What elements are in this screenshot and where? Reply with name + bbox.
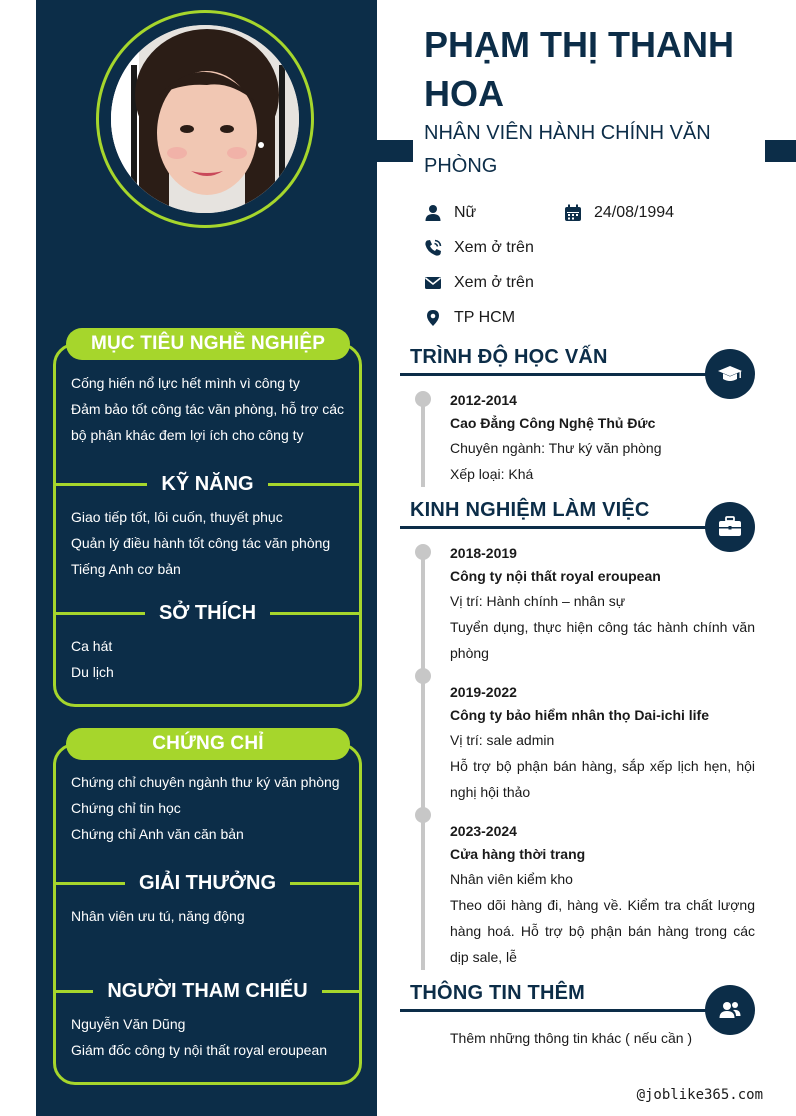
hobbies-title: SỞ THÍCH <box>158 601 257 624</box>
divider <box>53 483 147 486</box>
divider <box>290 882 362 885</box>
location-row <box>424 306 515 330</box>
hobbies-text <box>71 633 353 685</box>
envelope-icon <box>424 274 442 292</box>
users-icon <box>717 997 743 1023</box>
entry-position: Nhân viên kiểm kho <box>450 871 573 887</box>
certificates-text <box>71 769 353 847</box>
entry-description: Tuyển dụng, thực hiện công tác hành chính văn phòng <box>450 619 755 661</box>
skill-item: Giao tiếp tốt, lôi cuốn, thuyết phục <box>71 509 283 525</box>
entry-company: Cửa hàng thời trang <box>450 846 586 862</box>
certificate-item: Chứng chỉ tin học <box>71 800 181 816</box>
references-heading <box>53 979 362 1003</box>
skills-title: KỸ NĂNG <box>161 472 254 495</box>
divider <box>270 612 362 615</box>
phone-value: Xem ở trên <box>454 239 534 256</box>
divider <box>53 612 145 615</box>
experience-entry <box>450 681 755 805</box>
awards-text <box>71 903 353 929</box>
entry-position: Vị trí: Hành chính – nhân sự <box>450 593 626 609</box>
divider <box>53 990 93 993</box>
profile-photo-frame <box>96 10 314 228</box>
entry-years: 2023-2024 <box>450 823 517 839</box>
skills-text <box>71 504 353 582</box>
certificate-item: Chứng chỉ Anh văn căn bản <box>71 826 244 842</box>
awards-title: GIẢI THƯỞNG <box>139 871 276 894</box>
experience-rule <box>400 526 710 529</box>
references-text <box>71 1011 353 1063</box>
skill-item: Quản lý điều hành tốt công tác văn phòng <box>71 535 331 551</box>
hobbies-heading <box>53 601 362 625</box>
objective-text <box>71 370 353 448</box>
accent-bar-right <box>765 140 796 162</box>
objective-line: bộ phận khác đem lợi ích cho công ty <box>71 427 304 443</box>
phone-row <box>424 236 534 260</box>
graduation-cap-icon <box>717 361 743 387</box>
entry-description: Theo dõi hàng đi, hàng về. Kiểm tra chất lượng hàng hoá. Hỗ trợ bộ phận bán hàng trong các dịp sale, lễ <box>450 897 755 965</box>
entry-grade: Xếp loại: Khá <box>450 466 534 482</box>
divider <box>322 990 362 993</box>
experience-entry <box>450 542 755 666</box>
skills-heading <box>53 472 362 496</box>
references-title: NGƯỜI THAM CHIẾU <box>107 979 308 1002</box>
experience-timeline <box>421 552 425 970</box>
education-entry <box>450 389 755 487</box>
gender-row <box>424 201 476 225</box>
entry-school: Cao Đẳng Công Nghệ Thủ Đức <box>450 415 656 431</box>
email-row <box>424 271 534 295</box>
divider <box>53 882 125 885</box>
education-heading: TRÌNH ĐỘ HỌC VẤN <box>410 346 608 368</box>
reference-name: Nguyễn Văn Dũng <box>71 1016 186 1032</box>
objective-line: Đảm bảo tốt công tác văn phòng, hỗ trợ các <box>71 401 345 417</box>
entry-company: Công ty bảo hiểm nhân thọ Dai-ichi life <box>450 707 710 723</box>
education-timeline <box>421 399 425 487</box>
user-icon <box>424 204 442 222</box>
entry-major: Chuyên ngành: Thư ký văn phòng <box>450 440 662 456</box>
job-title: NHÂN VIÊN HÀNH CHÍNH VĂN PHÒNG <box>424 122 711 177</box>
entry-years: 2012-2014 <box>450 392 517 408</box>
extra-heading: THÔNG TIN THÊM <box>410 982 586 1004</box>
extra-rule <box>400 1009 710 1012</box>
extra-text: Thêm những thông tin khác ( nếu cần ) <box>450 1030 693 1046</box>
calendar-icon <box>564 204 582 222</box>
entry-position: Vị trí: sale admin <box>450 732 555 748</box>
experience-heading: KINH NGHIỆM LÀM VIỆC <box>410 499 650 521</box>
location-pin-icon <box>424 309 442 327</box>
birthdate-value: 24/08/1994 <box>594 204 675 221</box>
watermark: @joblike365.com <box>636 1087 763 1103</box>
experience-entry <box>450 820 755 970</box>
phone-icon <box>424 239 442 257</box>
entry-description: Hỗ trợ bộ phận bán hàng, sắp xếp lịch hẹn, hội nghị hội thảo <box>450 758 755 800</box>
timeline-dot <box>415 391 431 407</box>
email-value: Xem ở trên <box>454 274 534 291</box>
objective-line: Cống hiến nổ lực hết mình vì công ty <box>71 375 300 391</box>
candidate-name: PHẠM THỊ THANH HOA <box>424 24 734 114</box>
certificates-heading: CHỨNG CHỈ <box>66 728 350 760</box>
entry-years: 2019-2022 <box>450 684 517 700</box>
hobby-item: Ca hát <box>71 638 113 654</box>
entry-company: Công ty nội thất royal eroupean <box>450 568 661 584</box>
briefcase-icon <box>717 514 743 540</box>
award-item: Nhân viên ưu tú, năng động <box>71 908 245 924</box>
certificate-item: Chứng chỉ chuyên ngành thư ký văn phòng <box>71 774 340 790</box>
skill-item: Tiếng Anh cơ bản <box>71 561 181 577</box>
timeline-dot <box>415 544 431 560</box>
education-rule <box>400 373 710 376</box>
timeline-dot <box>415 807 431 823</box>
accent-bar-left <box>377 140 413 162</box>
timeline-dot <box>415 668 431 684</box>
objective-heading: MỤC TIÊU NGHỀ NGHIỆP <box>66 328 350 360</box>
divider <box>268 483 362 486</box>
hobby-item: Du lịch <box>71 664 114 680</box>
gender-value: Nữ <box>454 204 477 221</box>
profile-photo <box>111 25 299 213</box>
reference-title: Giám đốc công ty nội thất royal eroupean <box>71 1042 328 1058</box>
birthdate-row <box>564 201 674 225</box>
awards-heading <box>53 871 362 895</box>
entry-years: 2018-2019 <box>450 545 517 561</box>
location-value: TP HCM <box>454 309 516 326</box>
